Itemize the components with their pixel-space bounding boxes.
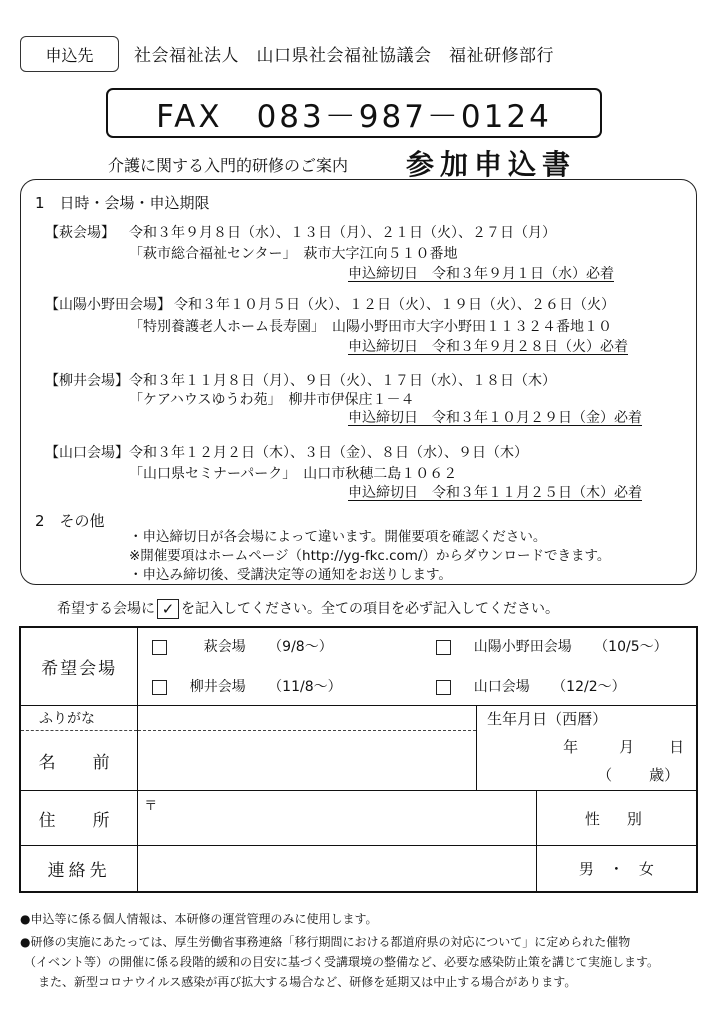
info-box bbox=[20, 179, 697, 585]
venue-options-cell bbox=[138, 627, 697, 706]
other-note: ※開催要項はホームページ（http://yg-fkc.com/）からダウンロードできます。 bbox=[129, 548, 611, 564]
organization-name: 社会福祉法人 山口県社会福祉協議会 福祉研修部行 bbox=[134, 46, 554, 66]
year-label: 年 bbox=[563, 738, 579, 756]
guide-title: 介護に関する入門的研修のご案内 bbox=[108, 156, 349, 175]
venue-place: 「萩市総合福祉センター」 萩市大字江向５１０番地 bbox=[129, 246, 458, 262]
venue-label: 希望会場 bbox=[41, 659, 118, 679]
furigana-label: ふりがな bbox=[39, 710, 95, 727]
birthdate-label: 生年月日（西暦） bbox=[487, 710, 608, 728]
name-label: 名 前 bbox=[38, 752, 120, 773]
option-date: （9/8～） bbox=[268, 639, 333, 655]
venue-option-yamaguchi[interactable] bbox=[436, 676, 625, 696]
venue-deadline: 申込締切日 令和３年９月２８日（火）必着 bbox=[348, 339, 628, 355]
venue-deadline: 申込締切日 令和３年１０月２９日（金）必着 bbox=[348, 410, 642, 426]
checkmark-icon: ✓ bbox=[157, 599, 179, 619]
venue-deadline: 申込締切日 令和３年１１月２５日（木）必着 bbox=[348, 485, 642, 501]
venue-dates: 令和３年１０月５日（火）、１２日（火）、１９日（火）、２６日（火） bbox=[174, 297, 615, 313]
venue-name: 【山口会場】 bbox=[45, 445, 129, 461]
contact-label-cell bbox=[20, 846, 138, 892]
section1-heading: 1 日時・会場・申込期限 bbox=[35, 194, 210, 212]
day-label: 日 bbox=[669, 738, 685, 756]
venue-dates: 令和３年９月８日（水）、１３日（月）、２１日（火）、２７日（月） bbox=[129, 225, 556, 241]
contact-label: 連絡先 bbox=[47, 860, 111, 881]
option-date: （12/2～） bbox=[552, 679, 626, 695]
venue-dates: 令和３年１２月２日（木）、３日（金）、８日（水）、９日（木） bbox=[129, 445, 528, 461]
name-input[interactable] bbox=[138, 730, 477, 790]
note: ●研修の実施にあたっては、厚生労働省事務連絡「移行期間における都道府県の対応について」に定められた催物 bbox=[20, 935, 631, 949]
note: ●申込等に係る個人情報は、本研修の運営管理のみに使用します。 bbox=[20, 912, 378, 926]
venue-place: 「特別養護老人ホーム長寿園」 山陽小野田市大字小野田１１３２４番地１０ bbox=[129, 319, 612, 335]
venue-name: 【山陽小野田会場】 bbox=[45, 297, 171, 313]
month-label: 月 bbox=[619, 738, 635, 756]
instruction bbox=[57, 598, 559, 619]
submit-to-label: 申込先 bbox=[20, 36, 119, 72]
address-input[interactable] bbox=[138, 791, 537, 846]
birthdate-cell[interactable] bbox=[477, 706, 697, 791]
gender-options-cell[interactable] bbox=[536, 846, 697, 892]
checkbox[interactable] bbox=[436, 680, 451, 695]
checkbox[interactable] bbox=[436, 640, 451, 655]
note: （イベント等）の開催に係る段階的緩和の目安に基づく受講環境の整備など、必要な感染防止策を講じて実施します。 bbox=[24, 955, 660, 969]
venue-label-cell bbox=[20, 627, 138, 706]
furigana-input[interactable] bbox=[138, 706, 477, 731]
option-name: 柳井会場 bbox=[189, 679, 246, 695]
contact-input[interactable] bbox=[138, 846, 537, 892]
gender-label-cell bbox=[536, 791, 697, 846]
checkbox[interactable] bbox=[152, 680, 167, 695]
application-title: 参加申込書 bbox=[406, 148, 577, 181]
section2-heading: 2 その他 bbox=[35, 512, 105, 530]
fax-number: FAX 083－987－0124 bbox=[106, 88, 602, 138]
option-name: 山口会場 bbox=[473, 679, 530, 695]
address-label: 住 所 bbox=[38, 810, 120, 831]
gender-label: 性 別 bbox=[584, 809, 648, 828]
postal-mark: 〒 bbox=[144, 799, 158, 814]
instruction-before: 希望する会場に bbox=[57, 601, 155, 617]
gender-options: 男 ・ 女 bbox=[578, 859, 654, 878]
venue-option-sanyo-onoda[interactable] bbox=[436, 636, 667, 656]
option-name: 萩会場 bbox=[203, 639, 246, 655]
venue-option-hagi[interactable] bbox=[152, 636, 332, 656]
option-date: （11/8～） bbox=[268, 679, 342, 695]
venue-name: 【柳井会場】 bbox=[45, 373, 129, 389]
option-name: 山陽小野田会場 bbox=[473, 639, 572, 655]
venue-place: 「山口県セミナーパーク」 山口市秋穂二島１０６２ bbox=[129, 466, 458, 482]
application-form bbox=[19, 626, 698, 893]
checkbox[interactable] bbox=[152, 640, 167, 655]
other-note: ・申込締切日が各会場によって違います。開催要項を確認ください。 bbox=[129, 529, 547, 545]
venue-dates: 令和３年１１月８日（月）、９日（火）、１７日（水）、１８日（木） bbox=[129, 373, 556, 389]
furigana-label-cell bbox=[20, 706, 138, 731]
venue-option-yanai[interactable] bbox=[152, 676, 341, 696]
note: また、新型コロナウイルス感染が再び拡大する場合など、研修を延期又は中止する場合があります。 bbox=[38, 975, 577, 989]
venue-deadline: 申込締切日 令和３年９月１日（水）必着 bbox=[348, 266, 614, 282]
venue-place: 「ケアハウスゆうわ苑」 柳井市伊保庄１－４ bbox=[129, 392, 415, 408]
option-date: （10/5～） bbox=[594, 639, 668, 655]
instruction-after: を記入してください。全ての項目を必ず記入してください。 bbox=[181, 601, 559, 617]
age-open: （ bbox=[597, 766, 613, 784]
name-label-cell bbox=[20, 730, 138, 790]
other-note: ・申込み締切後、受講決定等の通知をお送りします。 bbox=[129, 567, 452, 583]
age-close: 歳） bbox=[649, 766, 680, 784]
venue-name: 【萩会場】 bbox=[45, 225, 115, 241]
address-label-cell bbox=[20, 791, 138, 846]
